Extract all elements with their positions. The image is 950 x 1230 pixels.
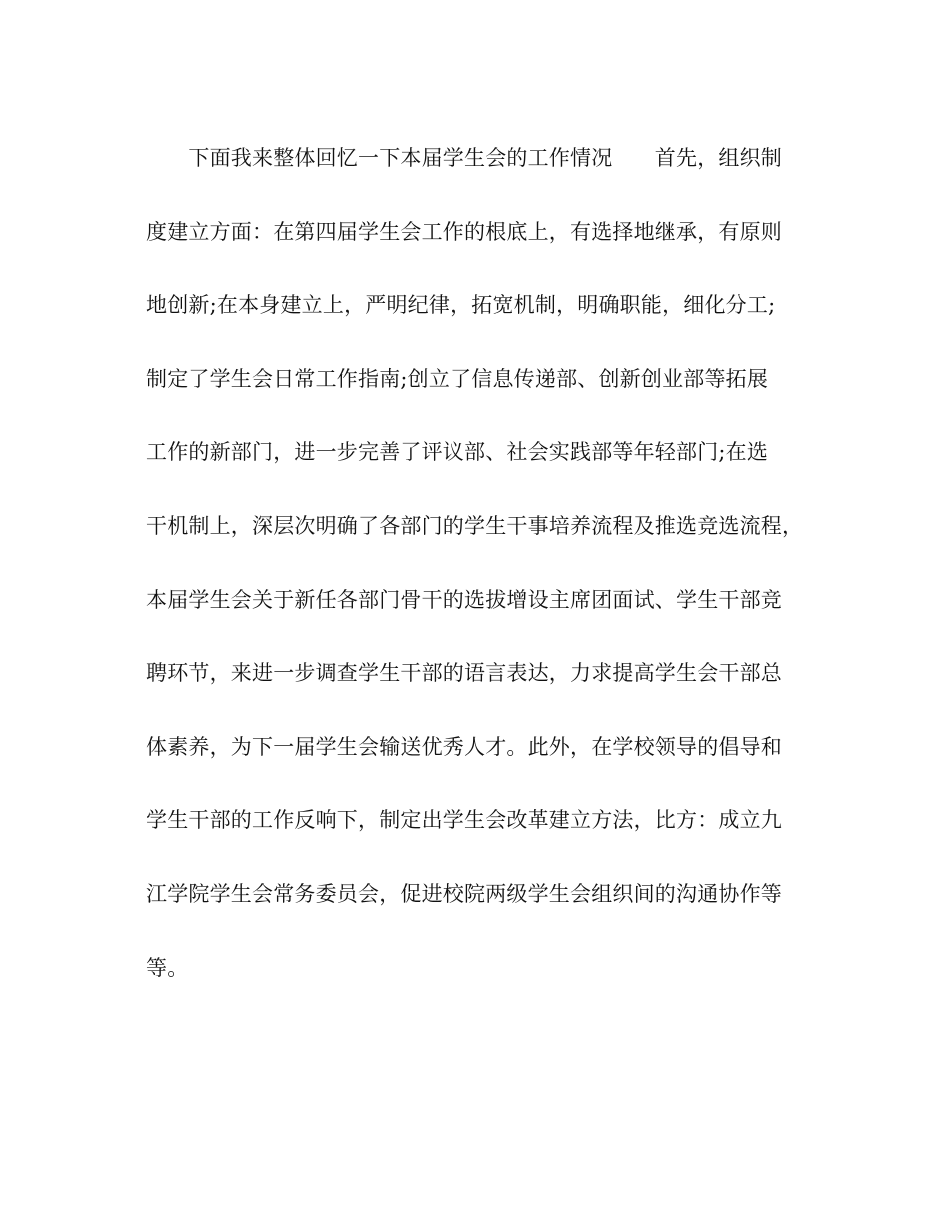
body-paragraph [146,138,816,988]
paragraph-line-12: 等。 [146,955,189,980]
paragraph-line-1: 下面我来整体回忆一下本届学生会的工作情况 首先，组织制 [146,146,782,170]
paragraph-line-6: 干机制上，深层次明确了各部门的学生干事培养流程及推选竞选流程， [146,513,804,538]
paragraph-line-5: 工作的新部门，进一步完善了评议部、社会实践部等年轻部门;在选 [146,440,769,465]
paragraph-line-11: 江学院学生会常务委员会，促进校院两级学生会组织间的沟通协作等 [146,881,782,906]
paragraph-line-8: 聘环节，来进一步调查学生干部的语言表达，力求提高学生会干部总 [146,661,782,686]
paragraph-line-3: 地创新;在本身建立上，严明纪律，拓宽机制，明确职能，细化分工; [146,293,776,318]
paragraph-line-4: 制定了学生会日常工作指南;创立了信息传递部、创新创业部等拓展 [146,366,769,391]
paragraph-line-10: 学生干部的工作反响下，制定出学生会改革建立方法，比方：成立九 [146,808,782,833]
paragraph-line-2: 度建立方面：在第四届学生会工作的根底上，有选择地继承，有原则 [146,219,782,244]
paragraph-line-7: 本届学生会关于新任各部门骨干的选拔增设主席团面试、学生干部竞 [146,587,782,612]
paragraph-line-9: 体素养，为下一届学生会输送优秀人才。此外，在学校领导的倡导和 [146,734,782,759]
